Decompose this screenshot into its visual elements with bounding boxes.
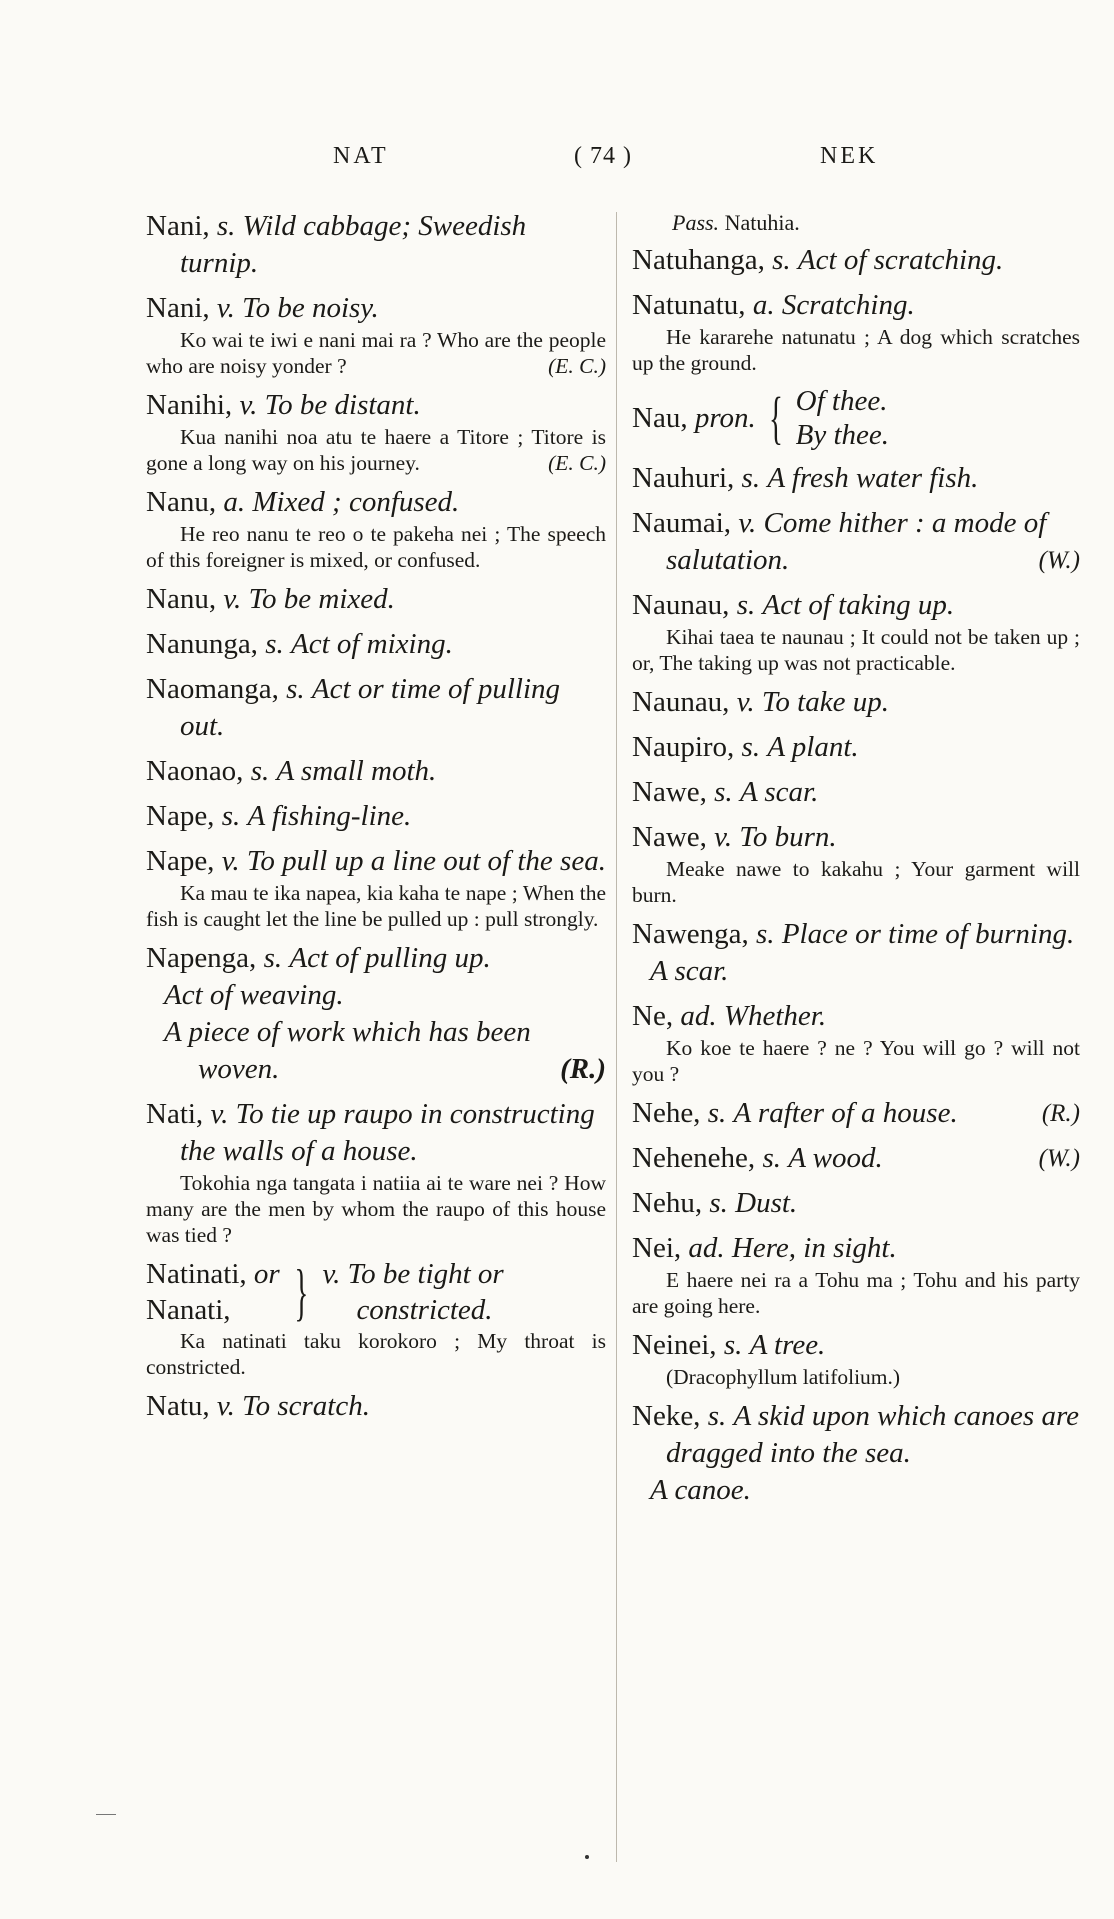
definition-line — [632, 460, 1080, 497]
dictionary-entry — [146, 843, 606, 932]
definition-line — [632, 729, 1080, 766]
gloss: A plant. — [767, 731, 859, 763]
example-text: He kararehe natunatu ; A dog which scratches up the ground. — [632, 325, 1080, 375]
passive-form — [632, 208, 1080, 238]
dictionary-entry — [146, 1096, 606, 1248]
headword: Ne, — [632, 1000, 674, 1032]
headword: Naunau, — [632, 589, 730, 621]
gloss: Act of pulling up. — [289, 942, 491, 974]
example — [632, 324, 1080, 376]
definition-line — [146, 626, 606, 663]
entry-nau — [632, 384, 1080, 452]
dictionary-entry — [632, 819, 1080, 908]
example-text: Ka mau te ika napea, kia kaha te nape ; When the fish is caught let the line be pulled up : pull strongly. — [146, 881, 606, 931]
pos: s. — [250, 755, 270, 787]
example — [146, 327, 606, 379]
headword: Napenga, — [146, 942, 257, 974]
dictionary-entry — [146, 290, 606, 379]
sub-sense-text: Act of weaving. — [164, 979, 344, 1011]
dictionary-entry — [632, 916, 1080, 990]
example-text: Ko koe te haere ? ne ? You will go ? will not you ? — [632, 1036, 1080, 1086]
gloss: Of thee. — [795, 385, 888, 417]
headword: Nanunga, — [146, 628, 258, 660]
dictionary-entry — [632, 460, 1080, 497]
dictionary-entry — [146, 484, 606, 573]
pos: v. — [221, 845, 240, 877]
headword: Nanati, — [146, 1294, 231, 1326]
example-text: Kihai taea te naunau ; It could not be taken up ; or, The taking up was not practicable. — [632, 625, 1080, 675]
dictionary-entry — [632, 684, 1080, 721]
definition-line — [632, 684, 1080, 721]
dictionary-entry — [632, 587, 1080, 676]
gloss: To pull up a line out of the sea. — [246, 845, 606, 877]
pos: ad. — [688, 1232, 725, 1264]
headword: Nawe, — [632, 776, 707, 808]
definition-line — [632, 1327, 1080, 1364]
gloss: A fresh water fish. — [767, 462, 979, 494]
definition-line — [632, 1398, 1080, 1472]
dictionary-entry — [632, 774, 1080, 811]
pos: s. — [707, 1400, 727, 1432]
example-text: Tokohia nga tangata i natiia ai te ware nei ? How many are the men by whom the raupo of this house was tied ? — [146, 1171, 606, 1247]
dictionary-entry — [146, 798, 606, 835]
headword: Nei, — [632, 1232, 682, 1264]
definition-line — [632, 1230, 1080, 1267]
pos: s. — [741, 731, 761, 763]
pass-label: Pass. — [672, 210, 720, 235]
gloss: constricted. — [356, 1294, 493, 1326]
headword: Nape, — [146, 800, 215, 832]
running-head-right: NEK — [820, 143, 879, 169]
headword: Natuhanga, — [632, 244, 765, 276]
pos: v. — [223, 583, 242, 615]
pos: s. — [707, 1097, 727, 1129]
definition-line — [146, 581, 606, 618]
definition-line — [146, 387, 606, 424]
dictionary-entry — [632, 505, 1080, 579]
gloss: To scratch. — [242, 1390, 370, 1422]
definition-line — [632, 1185, 1080, 1222]
definition-line — [146, 753, 606, 790]
page-dot — [585, 1855, 589, 1859]
gloss: A wood. — [788, 1142, 883, 1174]
headword: Naonao, — [146, 755, 244, 787]
example — [146, 1170, 606, 1248]
headword: Nani, — [146, 210, 210, 242]
example — [632, 1267, 1080, 1319]
example — [632, 1364, 1080, 1390]
gloss: A skid upon which canoes are dragged into the sea. — [666, 1400, 1080, 1469]
definition-line — [632, 1140, 1080, 1177]
headword: Nape, — [146, 845, 215, 877]
source-tag: (R.) — [1041, 1100, 1080, 1127]
headword: Nani, — [146, 292, 210, 324]
left-column — [146, 208, 606, 1433]
headword: Nati, — [146, 1098, 204, 1130]
definition-line — [632, 819, 1080, 856]
source-tag: (R.) — [560, 1053, 606, 1085]
headword: Nehenehe, — [632, 1142, 756, 1174]
sub-sense — [146, 977, 606, 1014]
pos: v. — [736, 686, 755, 718]
example-text: E haere nei ra a Tohu ma ; Tohu and his party are going here. — [632, 1268, 1080, 1318]
headword: Nau, — [632, 402, 688, 434]
definition-line — [146, 1096, 606, 1170]
definition-line — [632, 242, 1080, 279]
headword: Naunau, — [632, 686, 730, 718]
headword: Naumai, — [632, 507, 732, 539]
brace-glyph: } — [294, 1256, 308, 1327]
headword: Nehu, — [632, 1187, 703, 1219]
sub-sense-text: A piece of work which has been woven. — [164, 1016, 531, 1085]
dictionary-entry — [632, 1140, 1080, 1177]
example — [146, 880, 606, 932]
example — [632, 624, 1080, 676]
headword: Neinei, — [632, 1329, 717, 1361]
entry-natinati — [146, 1256, 606, 1380]
pos: s. — [723, 1329, 743, 1361]
gloss: Act of mixing. — [290, 628, 453, 660]
gloss: Act of taking up. — [762, 589, 955, 621]
pos: s. — [714, 776, 733, 808]
example-text: He reo nanu te reo o te pakeha nei ; The speech of this foreigner is mixed, or confused. — [146, 522, 606, 572]
headword: Natu, — [146, 1390, 210, 1422]
page-number: ( 74 ) — [574, 143, 632, 169]
dictionary-entry — [146, 753, 606, 790]
source-tag: (W.) — [1038, 1145, 1080, 1172]
pos: v. — [216, 1390, 235, 1422]
example-text: Ko wai te iwi e nani mai ra ? Who are the people who are noisy yonder ? — [146, 328, 606, 378]
dictionary-entry — [632, 998, 1080, 1087]
gloss: To tie up raupo in constructing the walls of a house. — [180, 1098, 595, 1167]
headword: Natunatu, — [632, 289, 746, 321]
dictionary-entry — [146, 387, 606, 476]
running-head-left: NAT — [333, 143, 389, 169]
dictionary-entry — [632, 242, 1080, 279]
gloss: To be noisy. — [242, 292, 379, 324]
definition-line — [632, 1095, 1080, 1132]
entry-natu — [146, 1388, 606, 1425]
gloss: Place or time of burning. — [781, 918, 1075, 950]
dictionary-entry — [146, 208, 606, 282]
pos: s. — [772, 244, 791, 276]
sub-sense — [632, 953, 1080, 990]
gloss: To be distant. — [264, 389, 421, 421]
definition-line — [146, 940, 606, 977]
pos: s. — [265, 628, 284, 660]
example: Ka natinati taku korokoro ; My throat is constricted. — [146, 1329, 606, 1379]
sub-sense — [632, 1472, 1080, 1509]
headword: Nanu, — [146, 486, 217, 518]
gloss: A scar. — [739, 776, 819, 808]
gloss: A tree. — [749, 1329, 826, 1361]
definition-line — [632, 774, 1080, 811]
example-text: Kua nanihi noa atu te haere a Titore ; Titore is gone a long way on his journey. — [146, 425, 606, 475]
pos: v. — [714, 821, 733, 853]
gloss: To be tight or — [347, 1258, 504, 1290]
pos: v. — [322, 1258, 341, 1290]
or-word: or — [253, 1258, 280, 1290]
margin-mark — [96, 1814, 116, 1815]
pos: s. — [263, 942, 283, 974]
pos: v. — [738, 507, 757, 539]
sub-sense-text: A scar. — [650, 955, 729, 987]
definition-line — [632, 998, 1080, 1035]
gloss: To burn. — [739, 821, 837, 853]
pos: ad. — [680, 1000, 717, 1032]
dictionary-entry — [632, 1095, 1080, 1132]
pass-value: Natuhia. — [724, 210, 800, 235]
gloss: A rafter of a house. — [733, 1097, 958, 1129]
gloss: To take up. — [761, 686, 889, 718]
dictionary-entry — [632, 729, 1080, 766]
definition-line — [632, 587, 1080, 624]
headword: Nehe, — [632, 1097, 701, 1129]
pos: s. — [709, 1187, 728, 1219]
source-tag: (E. C.) — [548, 354, 606, 378]
pos: s. — [216, 210, 236, 242]
gloss: Come hither : a mode of salutation. — [666, 507, 1047, 576]
pos: a. — [752, 289, 775, 321]
dictionary-entry — [632, 287, 1080, 376]
pos: v. — [239, 389, 258, 421]
pos: s. — [736, 589, 756, 621]
gloss: Dust. — [735, 1187, 798, 1219]
example-text: (Dracophyllum latifolium.) — [666, 1365, 901, 1389]
dictionary-entry — [632, 1185, 1080, 1222]
definition-line — [146, 208, 606, 282]
gloss: A small moth. — [276, 755, 437, 787]
definition-line — [146, 798, 606, 835]
headword: Nanu, — [146, 583, 217, 615]
gloss: Mixed ; confused. — [252, 486, 460, 518]
headword: Naupiro, — [632, 731, 735, 763]
definition-line — [146, 290, 606, 327]
headword: Nawenga, — [632, 918, 749, 950]
example — [632, 1035, 1080, 1087]
pos: s. — [286, 673, 305, 705]
example — [632, 856, 1080, 908]
headword: Nawe, — [632, 821, 707, 853]
gloss: Wild cabbage; Sweedish turnip. — [180, 210, 527, 279]
pos: s. — [741, 462, 761, 494]
right-column — [632, 208, 1080, 1517]
pos: s. — [756, 918, 775, 950]
sub-sense-text: A canoe. — [650, 1474, 751, 1506]
gloss: Whether. — [723, 1000, 827, 1032]
pos: v. — [216, 292, 235, 324]
dictionary-entry — [146, 581, 606, 618]
dictionary-entry — [146, 671, 606, 745]
definition-line — [146, 671, 606, 745]
gloss: Act of scratching. — [797, 244, 1004, 276]
dictionary-entry — [632, 1327, 1080, 1390]
source-tag: (E. C.) — [548, 451, 606, 475]
example — [146, 521, 606, 573]
definition-line — [146, 484, 606, 521]
gloss: To be mixed. — [248, 583, 395, 615]
gloss: By thee. — [795, 419, 890, 451]
gloss: A fishing-line. — [247, 800, 412, 832]
column-divider — [616, 212, 617, 1862]
dictionary-entry — [146, 626, 606, 663]
gloss: Here, in sight. — [731, 1232, 897, 1264]
headword: Naomanga, — [146, 673, 279, 705]
definition-line — [632, 287, 1080, 324]
dictionary-entry — [632, 1398, 1080, 1509]
pos: s. — [221, 800, 241, 832]
definition-line — [632, 505, 1080, 579]
definition-line — [632, 916, 1080, 953]
sub-sense — [146, 1014, 606, 1088]
source-tag: (W.) — [1038, 547, 1080, 574]
gloss: Scratching. — [781, 289, 915, 321]
pos: s. — [762, 1142, 781, 1174]
headword: Natinati, — [146, 1258, 247, 1290]
pos: v. — [210, 1098, 229, 1130]
headword: Nauhuri, — [632, 462, 735, 494]
pos: pron. — [694, 402, 756, 434]
example-text: Meake nawe to kakahu ; Your garment will burn. — [632, 857, 1080, 907]
definition-line — [146, 843, 606, 880]
brace-glyph: { — [768, 385, 783, 450]
dictionary-entry — [146, 940, 606, 1088]
headword: Neke, — [632, 1400, 701, 1432]
pos: a. — [223, 486, 246, 518]
gloss: Act or time of pulling out. — [180, 673, 561, 742]
dictionary-entry — [632, 1230, 1080, 1319]
headword: Nanihi, — [146, 389, 233, 421]
example — [146, 424, 606, 476]
